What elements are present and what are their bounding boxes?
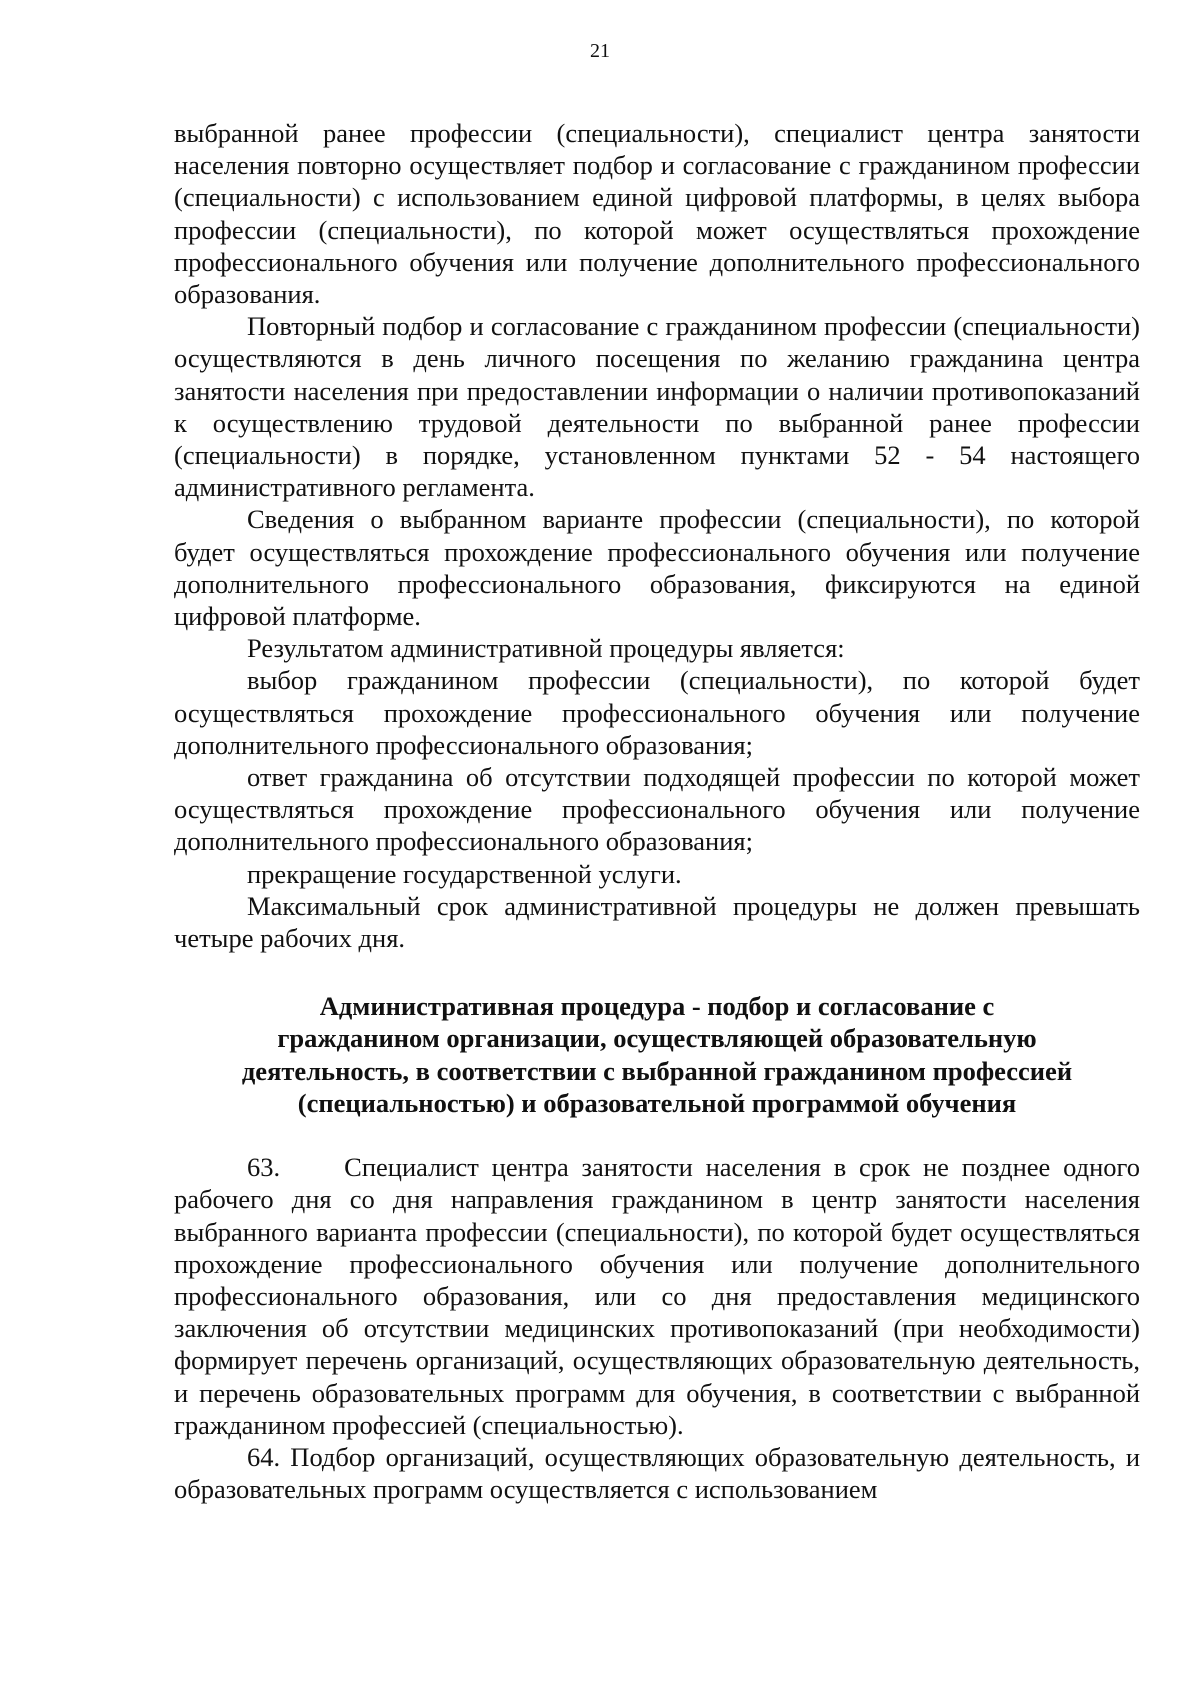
section-heading-line: деятельность, в соответствии с выбранной гражданином профессией — [241, 1055, 1073, 1086]
page-number: 21 — [590, 40, 610, 62]
paragraph-result-termination: прекращение государственной услуги. — [247, 858, 682, 889]
document-body — [174, 117, 1147, 1505]
paragraph-63: 63. Специалист центра занятости населения в срок не позднее одного рабочего дня со дня направления гражданином в центр занятости населения выбранного варианта профессии (специальности), по которой будет осуществляться прохождение профессионального обучения или получение дополнительного профессионального образования, или со дня предоставления медицинского заключения об отсутствии медицинских противопоказаний (при необходимости) формирует перечень организаций, осуществляющих образовательную деятельность, и перечень образовательных программ для обучения, в соответствии с выбранной гражданином профессией (специальностью). — [174, 1152, 1147, 1440]
paragraph-max-term: Максимальный срок административной процедуры не должен превышать четыре рабочих дня. — [174, 890, 1140, 954]
section-heading-line: (специальностью) и образовательной программой обучения — [297, 1087, 1017, 1118]
section-heading-line: гражданином организации, осуществляющей образовательную — [277, 1023, 1037, 1054]
paragraph-continuation: выбранной ранее профессии (специальности), специалист центра занятости населения повторно осуществляет подбор и согласование с гражданином профессии (специальности) с использованием единой цифровой платформы, в целях выбора профессии (специальности), по которой может осуществляться прохождение профессионального обучения или получение дополнительного профессионального образования. — [174, 118, 1140, 310]
paragraph-result-choice: выбор гражданином профессии (специальности), по которой будет осуществляться прохождение профессионального обучения или получение дополнительного профессионального образования; — [174, 665, 1140, 760]
paragraph-64: 64. Подбор организаций, осуществляющих образовательную деятельность, и образовательных программ осуществляется с использованием — [174, 1441, 1140, 1505]
section-heading — [214, 990, 1100, 1119]
paragraph-selection-record: Сведения о выбранном варианте профессии (специальности), по которой будет осуществляться прохождение профессионального обучения или получение дополнительного профессионального образования, фиксируются на единой цифровой платформе. — [174, 504, 1140, 632]
paragraph-result-refusal: ответ гражданина об отсутствии подходящей профессии по которой может осуществляться прохождение профессионального обучения или получение дополнительного профессионального образования; — [174, 762, 1140, 857]
paragraph-result-intro: Результатом административной процедуры является: — [247, 633, 845, 664]
paragraph-repeat-selection: Повторный подбор и согласование с гражданином профессии (специальности) осуществляются в день личного посещения по желанию гражданина центра занятости населения при предоставлении информации о наличии противопоказаний к осуществлению трудовой деятельности по выбранной ранее профессии (специальности) в порядке, установленном пунктами 52 - 54 настоящего административного регламента. — [174, 311, 1140, 503]
section-heading-line: Административная процедура - подбор и согласование с — [319, 991, 995, 1022]
